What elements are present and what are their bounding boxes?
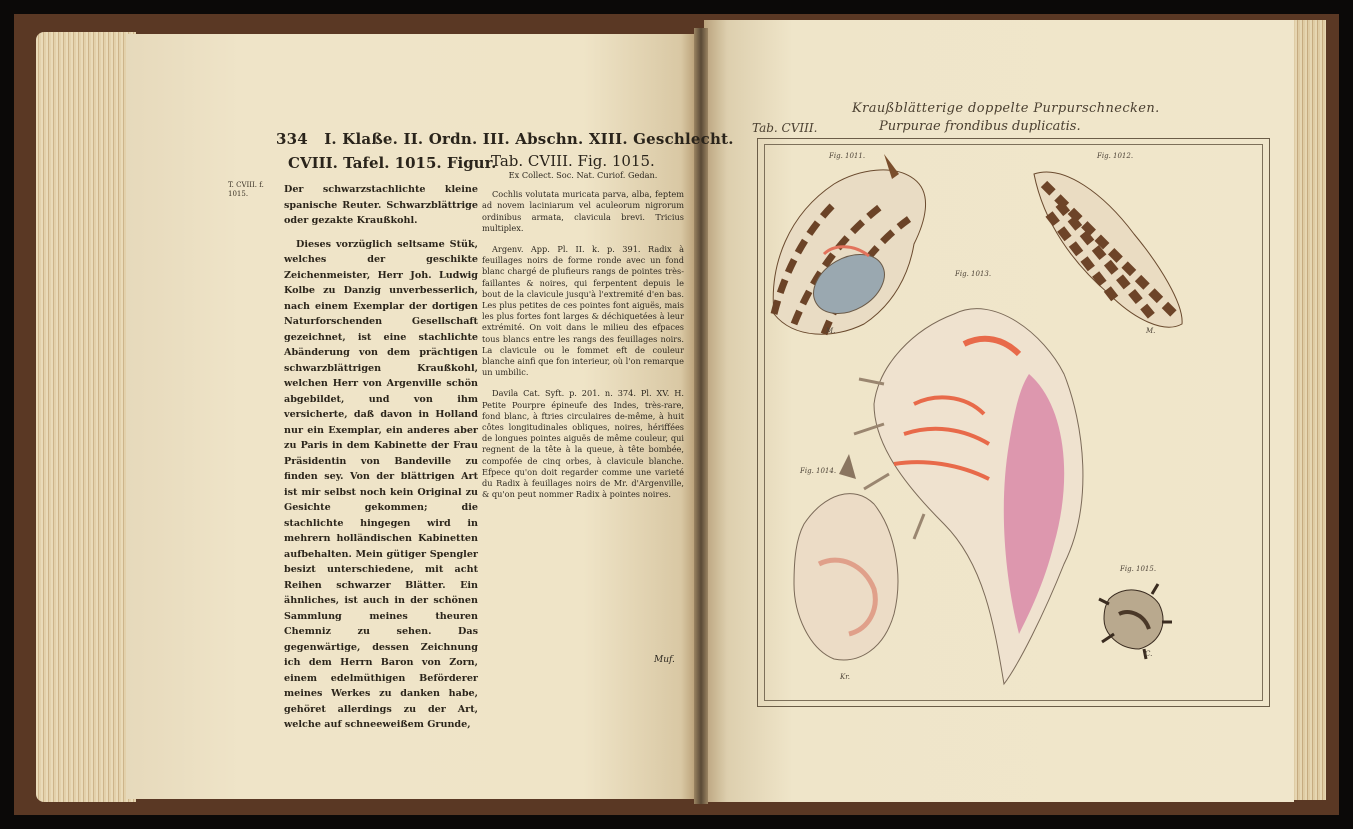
german-paragraph: Der schwarzstachlichte kleine spanische Reuter. Schwarzblättrige oder gezakte Kraußkohl. bbox=[284, 184, 478, 226]
german-text-column bbox=[284, 182, 478, 741]
running-head-title: I. Klaße. II. Ordn. III. Abschn. XIII. Geschlecht. bbox=[324, 130, 734, 148]
figure-label-1011: Fig. 1011. bbox=[829, 152, 866, 160]
figure-label-1014: Fig. 1014. bbox=[800, 467, 837, 475]
running-head bbox=[276, 130, 734, 148]
shell-illustration-1015 bbox=[1099, 584, 1172, 659]
page-edges-left bbox=[36, 32, 136, 802]
specimen-mark: M. bbox=[1146, 327, 1156, 335]
plate-title-latin: Purpurae frondibus duplicatis. bbox=[879, 119, 1081, 134]
latin-french-column bbox=[482, 170, 684, 510]
plate-number: Tab. CVIII. bbox=[752, 121, 818, 135]
figure-label-1012: Fig. 1012. bbox=[1097, 152, 1134, 160]
page-number: 334 bbox=[276, 130, 308, 148]
latin-paragraph: Cochlis volutata muricata parva, alba, feptem ad novem laciniarum vel aculeorum nigrorum ordinibus armata, clavicula brevi. Tricius multiplex. bbox=[482, 189, 684, 233]
specimen-mark: Kr. bbox=[840, 673, 851, 681]
figure-label-1013: Fig. 1013. bbox=[955, 270, 992, 278]
shell-illustration-1011 bbox=[773, 154, 925, 334]
latin-source: Ex Collect. Soc. Nat. Curiof. Gedan. bbox=[508, 170, 658, 180]
plate-title-german: Kraußblätterige doppelte Purpurschnecken. bbox=[852, 101, 1160, 116]
shell-illustrations bbox=[764, 144, 1261, 699]
french-paragraph: Davila Cat. Syft. p. 201. n. 374. Pl. XV. H. Petite Pourpre épineufe des Indes, très-rare, fond blanc, à ftries circulaires de-même, à huit côtes longitudinales obliques, noires, hériffées de longues pointes aiguës de même couleur, qui regnent de la tête à la queue, à tête bombée, compofée de cinq orbes, à clavicule blanche. Efpece qu'on doit regarder comme une varieté du Radix à feuillages noirs de Mr. d'Argenville, & qu'on peut nommer Radix à pointes noires. bbox=[482, 388, 684, 500]
french-paragraph: Argenv. App. Pl. II. k. p. 391. Radix à feuillages noirs de forme ronde avec un fond blanc chargé de plufieurs rangs de pointes très-faillantes & noires, qui ferpentent depuis le bout de la clavicule jusqu'à l'extremité d'en bas. Les plus petites de ces pointes font aiguës, mais les plus fortes font larges & déchiquetées à leur extrémité. On voit dans le milieu des efpaces tous blancs entre les rangs des feuillages noirs. La clavicule ou le fommet eft de couleur blanche ainfi que fon interieur, où l'on remarque un umbilic. bbox=[482, 244, 685, 378]
margin-note: T. CVIII. f. 1015. bbox=[228, 181, 264, 198]
latin-heading: Tab. CVIII. Fig. 1015. bbox=[491, 152, 655, 170]
page-edges-right bbox=[1290, 20, 1326, 800]
german-heading: CVIII. Tafel. 1015. Figur. bbox=[288, 154, 497, 172]
specimen-mark: M. bbox=[826, 327, 836, 335]
german-paragraph: Dieses vorzüglich seltsame Stük, welches der geschikte Zeichenmeister, Herr Joh. Ludwig Kolbe zu Danzig unverbesserlich, nach einem Exemplar der dortigen Naturforschenden Gesellschaft gezeichnet, ist eine stachlichte Abänderung von dem prächtigen schwarzblättrigen Kraußkohl, welchen Herr von Argenville schön abgebildet, und von ihm versicherte, daß davon in Holland nur ein Exemplar, ein anderes aber zu Paris in dem Kabinette der Frau Präsidentin von Bandeville zu finden sey. Von der blättrigen Art ist mir selbst noch kein Original zu Gesichte gekommen; die stachlichte hingegen wird in mehrern holländischen Kabinetten aufbehalten. Mein gütiger Spengler besizt unterschiedene, mit acht Reihen schwarzer Blätter. Ein ähnliches, ist auch in der schönen Sammlung meines theuren Chemniz zu sehen. Das gegenwärtige, dessen Zeichnung ich dem Herrn Baron von Zorn, einem edelmüthigen Beförderer meines Werkes zu danken habe, gehöret allerdings zu der Art, welche auf schneeweißem Grunde, bbox=[284, 238, 478, 730]
catchword: Muf. bbox=[654, 655, 675, 665]
shell-illustration-1014 bbox=[794, 454, 898, 660]
figure-label-1015: Fig. 1015. bbox=[1120, 565, 1157, 573]
shell-illustration-1012 bbox=[1034, 172, 1182, 327]
specimen-mark: C. bbox=[1145, 650, 1153, 658]
